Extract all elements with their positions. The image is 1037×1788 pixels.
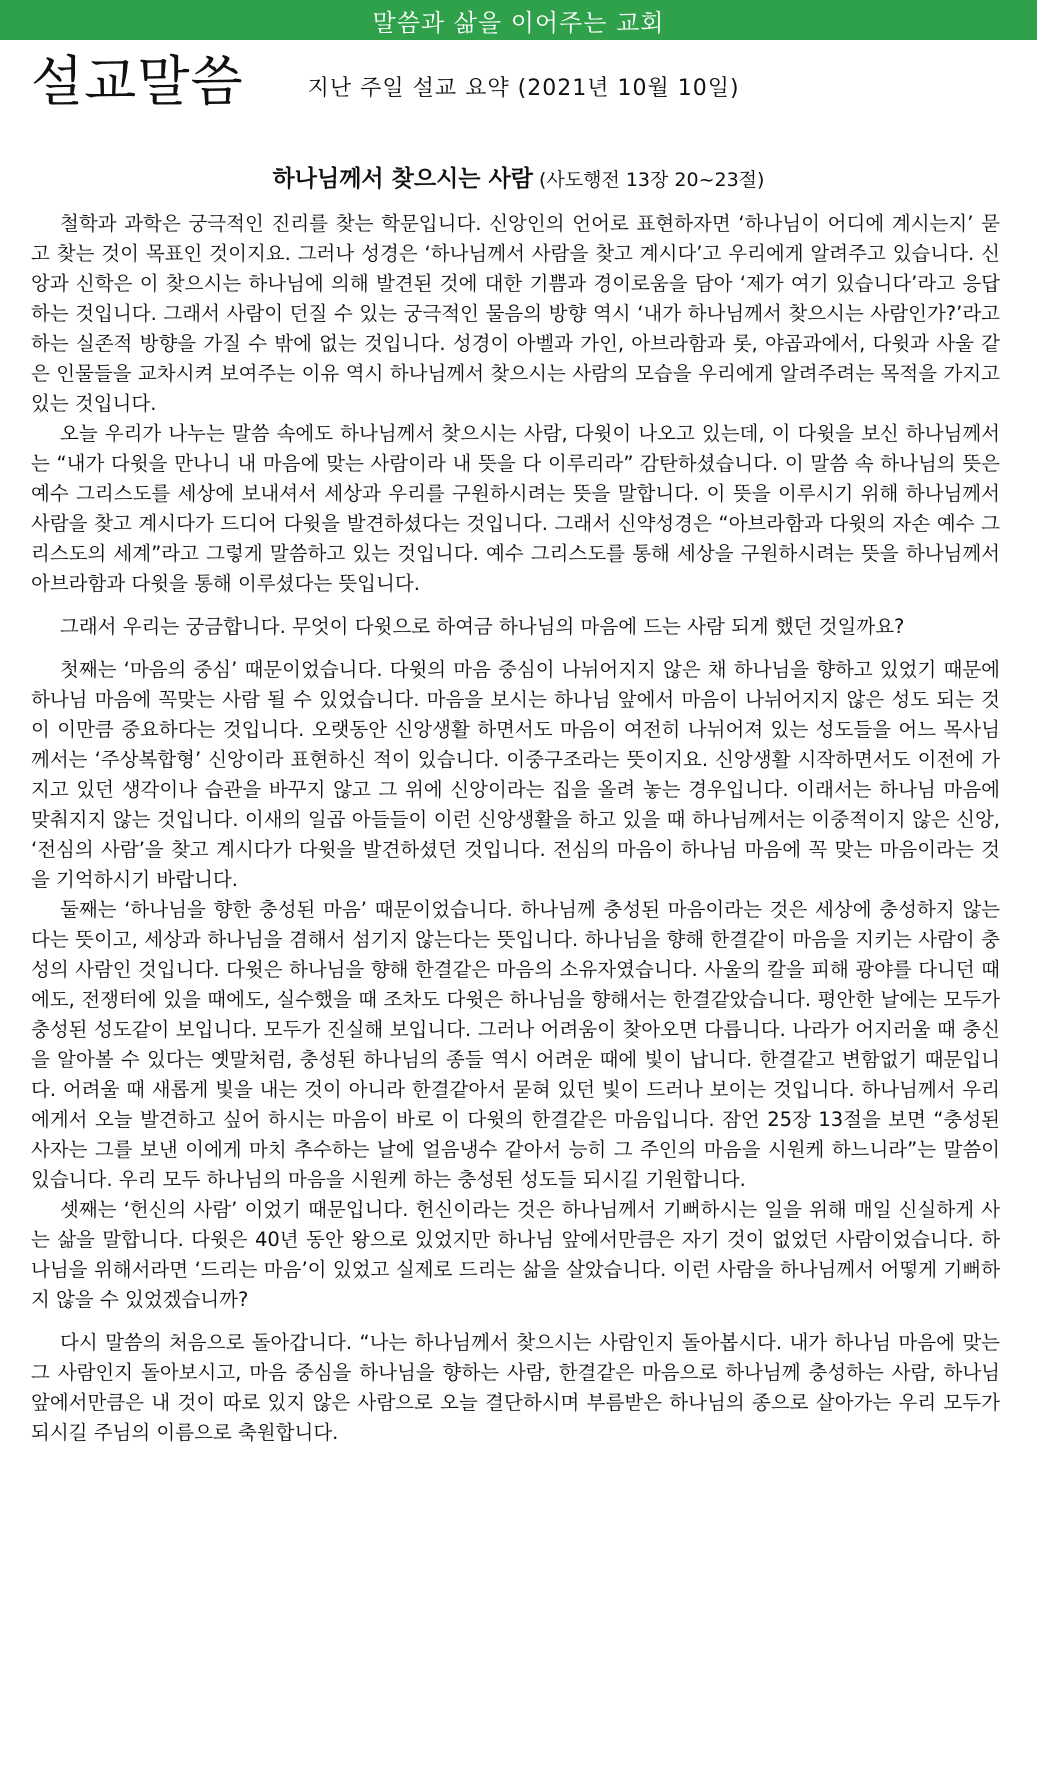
church-banner-text: 말씀과 삶을 이어주는 교회: [372, 8, 665, 37]
scripture-reference: (사도행전 13장 20~23절): [538, 169, 765, 191]
sermon-paragraph-6: 셋째는 ‘헌신의 사람’ 이었기 때문입니다. 헌신이라는 것은 하나님께서 기뻐하시는 일을 위해 매일 신실하게 사는 삶을 말합니다. 다윗은 40년 동안 왕으로 있었지만 하나님 앞에서만큼은 자기 것이 없었던 사람이었습니다. 하나님을 위해서라면 ‘드리는 마음’이 있었고 실제로 드리는 삶을 살았습니다. 이런 사람을 하나님께서 어떻게 기뻐하지 않을 수 있었겠습니까?: [31, 1198, 1000, 1311]
paragraph-gap: [31, 599, 1000, 612]
sermon-paragraph-1: 철학과 과학은 궁극적인 진리를 찾는 학문입니다. 신앙인의 언어로 표현하자면 ‘하나님이 어디에 계시는지’ 묻고 찾는 것이 목표인 것이지요. 그러나 성경은 ‘하나님께서 사람을 찾고 계시다’고 우리에게 알려주고 있습니다. 신앙과 신학은 이 찾으시는 하나님에 의해 발견된 것에 대한 기쁨과 경이로움을 담아 ‘제가 여기 있습니다’라고 응답하는 것입니다. 그래서 사람이 던질 수 있는 궁극적인 물음의 방향 역시 ‘내가 하나님께서 찾으시는 사람인가?’라고 하는 실존적 방향을 가질 수 밖에 없는 것입니다. 성경이 아벨과 가인, 아브라함과 롯, 야곱과에서, 다윗과 사울 같은 인물들을 교차시켜 보여주는 이유 역시 하나님께서 찾으시는 사람의 모습을 우리에게 알려주려는 목적을 가지고 있는 것입니다.: [31, 212, 1000, 415]
section-title: 설교말씀: [31, 50, 244, 113]
masthead: [0, 40, 1037, 112]
sermon-paragraph-5: 둘째는 ‘하나님을 향한 충성된 마음’ 때문이었습니다. 하나님께 충성된 마음이라는 것은 세상에 충성하지 않는다는 뜻이고, 세상과 하나님을 겸해서 섬기지 않는다는 뜻입니다. 하나님을 향해 한결같이 마음을 지키는 사람이 충성의 사람인 것입니다. 다윗은 하나님을 향해 한결같은 마음의 소유자였습니다. 사울의 칼을 피해 광야를 다니던 때에도, 전쟁터에 있을 때에도, 실수했을 때 조차도 다윗은 하나님을 향해서는 한결같았습니다. 평안한 날에는 모두가 충성된 성도같이 보입니다. 모두가 진실해 보입니다. 그러나 어려움이 찾아오면 다릅니다. 나라가 어지러울 때 충신을 알아볼 수 있다는 옛말처럼, 충성된 하나님의 종들 역시 어려운 때에 빛이 납니다. 한결같고 변함없기 때문입니다. 어려울 때 새롭게 빛을 내는 것이 아니라 한결같아서 묻혀 있던 빛이 드러나 보이는 것입니다. 하나님께서 우리에게서 오늘 발견하고 싶어 하시는 마음이 바로 이 다윗의 한결같은 마음입니다. 잠언 25장 13절을 보면 “충성된 사자는 그를 보낸 이에게 마치 추수하는 날에 얼음냉수 같아서 능히 그 주인의 마음을 시원케 하느니라”는 말씀이 있습니다. 우리 모두 하나님의 마음을 시원케 하는 충성된 성도들 되시길 기원합니다.: [31, 898, 1000, 1191]
sermon-paragraph-3: 그래서 우리는 궁금합니다. 무엇이 다윗으로 하여금 하나님의 마음에 드는 사람 되게 했던 것일까요?: [60, 615, 905, 638]
paragraph-gap: [31, 642, 1000, 655]
sermon-paragraph-2: 오늘 우리가 나누는 말씀 속에도 하나님께서 찾으시는 사람, 다윗이 나오고 있는데, 이 다윗을 보신 하나님께서는 “내가 다윗을 만나니 내 마음에 맞는 사람이라 내 뜻을 다 이루리라” 감탄하셨습니다. 이 말씀 속 하나님의 뜻은 예수 그리스도를 세상에 보내셔서 세상과 우리를 구원하시려는 뜻을 말합니다. 이 뜻을 이루시기 위해 하나님께서 사람을 찾고 계시다가 드디어 다윗을 발견하셨다는 것입니다. 그래서 신약성경은 “아브라함과 다윗의 자손 예수 그리스도의 세계”라고 그렇게 말씀하고 있는 것입니다. 예수 그리스도를 통해 세상을 구원하시려는 뜻을 하나님께서 아브라함과 다윗을 통해 이루셨다는 뜻입니다.: [31, 422, 1000, 595]
section-subtitle: 지난 주일 설교 요약 (2021년 10월 10일): [307, 76, 740, 101]
sermon-paragraph-4: 첫째는 ‘마음의 중심’ 때문이었습니다. 다윗의 마음 중심이 나뉘어지지 않은 채 하나님을 향하고 있었기 때문에 하나님 마음에 꼭맞는 사람 될 수 있었습니다. 마음을 보시는 하나님 앞에서 마음이 나뉘어지지 않은 성도 되는 것이 이만큼 중요하다는 것입니다. 오랫동안 신앙생활 하면서도 마음이 여전히 나뉘어져 있는 성도들을 어느 목사님께서는 ‘주상복합형’ 신앙이라 표현하신 적이 있습니다. 이중구조라는 뜻이지요. 신앙생활 시작하면서도 이전에 가지고 있던 생각이나 습관을 바꾸지 않고 그 위에 신앙이라는 집을 올려 놓는 경우입니다. 이래서는 하나님 마음에 맞춰지지 않는 것입니다. 이새의 일곱 아들들이 이런 신앙생활을 하고 있을 때 하나님께서는 이중적이지 않은 신앙, ‘전심의 사람’을 찾고 계시다가 다윗을 발견하셨던 것입니다. 전심의 마음이 하나님 마음에 꼭 맞는 마음이라는 것을 기억하시기 바랍니다.: [31, 658, 1000, 891]
sermon-body: [31, 209, 1000, 1448]
sermon-title: 하나님께서 찾으시는 사람: [272, 166, 533, 192]
church-banner: [0, 0, 1037, 40]
sermon-paragraph-7: 다시 말씀의 처음으로 돌아갑니다. “나는 하나님께서 찾으시는 사람인지 돌아봅시다. 내가 하나님 마음에 맞는 그 사람인지 돌아보시고, 마음 중심을 하나님을 향하는 사람, 한결같은 마음으로 하나님께 충성하는 사람, 하나님 앞에서만큼은 내 것이 따로 있지 않은 사람으로 오늘 결단하시며 부름받은 하나님의 종으로 살아가는 우리 모두가 되시길 주님의 이름으로 축원합니다.: [31, 1331, 1000, 1444]
sermon-heading: [0, 164, 1037, 195]
paragraph-gap: [31, 1315, 1000, 1328]
